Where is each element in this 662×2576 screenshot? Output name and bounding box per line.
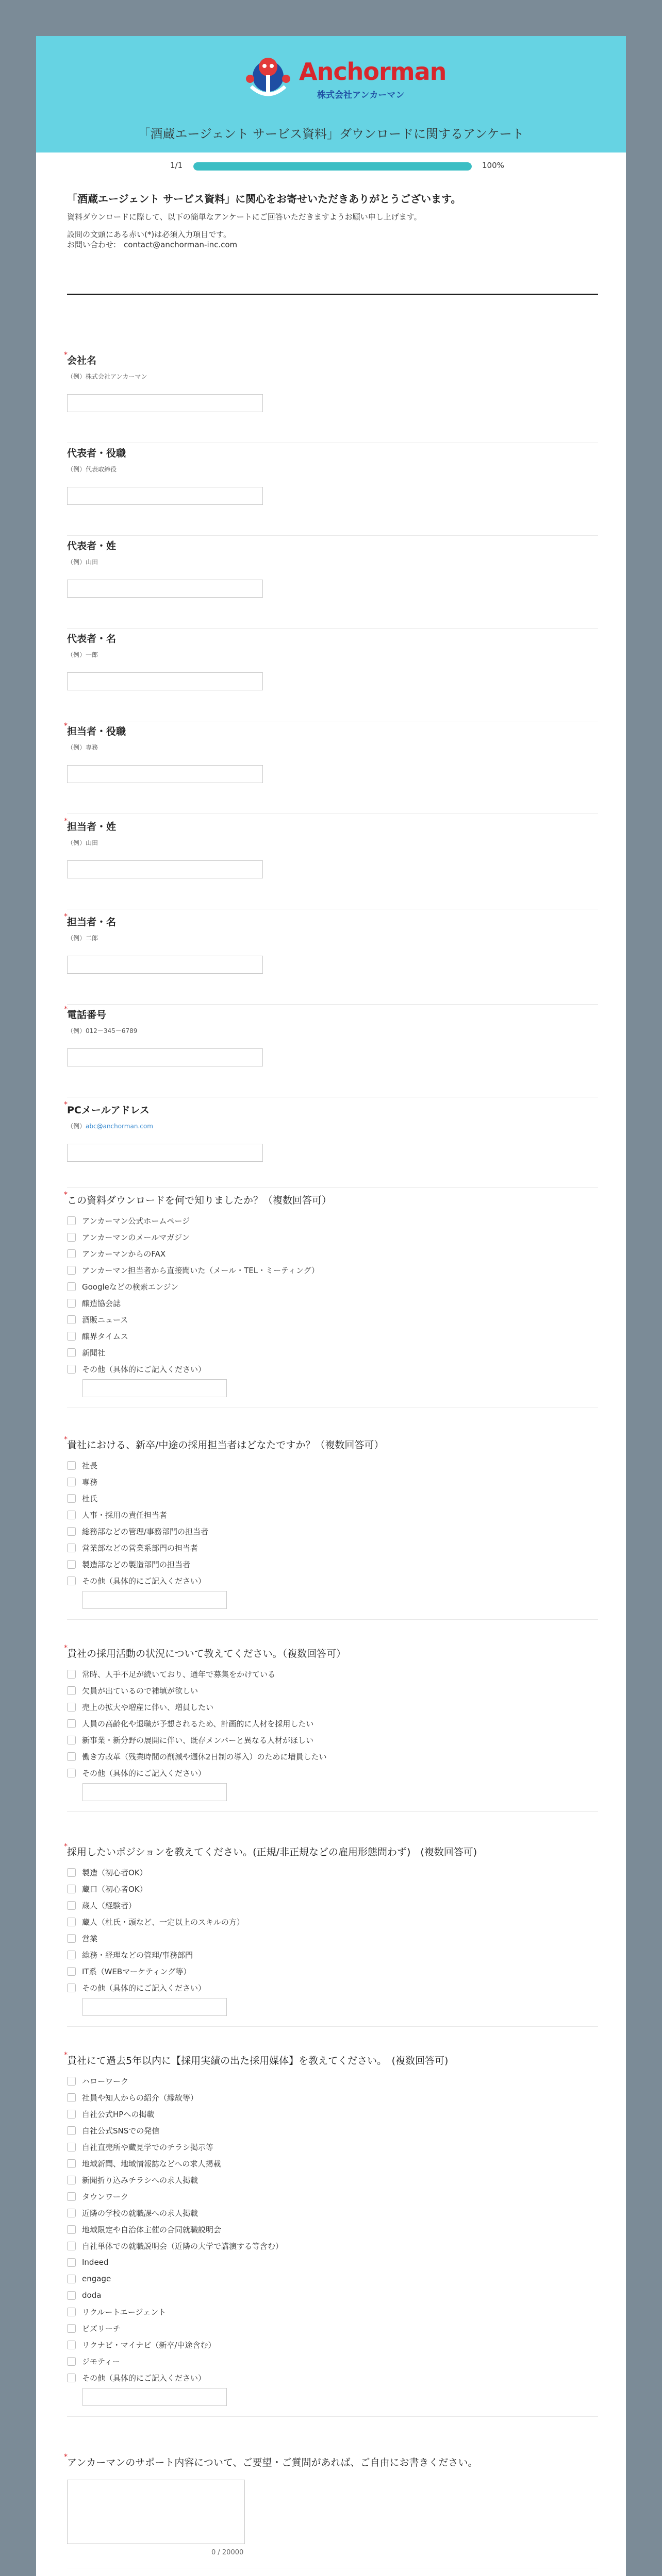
- checkbox[interactable]: [67, 2192, 76, 2201]
- checkbox-option[interactable]: [67, 1765, 327, 1781]
- field-hint: [67, 1026, 598, 1035]
- checkbox[interactable]: [67, 2225, 76, 2234]
- progress-fill: [193, 162, 472, 171]
- option-label: engage: [82, 2274, 111, 2283]
- other-text-input[interactable]: [82, 1591, 227, 1609]
- checkbox[interactable]: [67, 2374, 76, 2382]
- field-hint: [67, 557, 598, 566]
- checkbox[interactable]: [67, 1511, 76, 1519]
- checkbox-question: [64, 1191, 598, 1408]
- checkbox-option[interactable]: [67, 1556, 227, 1572]
- checkbox-option[interactable]: [67, 1572, 227, 1589]
- option-list: [67, 1457, 227, 1609]
- checkbox-option[interactable]: [67, 1295, 319, 1311]
- intro-text: 資料ダウンロードに際して、以下の簡単なアンケートにご回答いただきますようお願い申し上げます。: [67, 212, 422, 222]
- option-label: アンカーマン公式ホームページ: [82, 1216, 190, 1226]
- required-mark: *: [64, 351, 68, 359]
- option-label: 蔵人（経験者）: [82, 1901, 137, 1910]
- field-hint: [67, 838, 598, 847]
- form-field: [64, 722, 598, 814]
- field-label: 代表者・役職: [67, 448, 126, 459]
- progress-step: 1/1: [170, 161, 183, 170]
- field-hint-text: （例）山田: [67, 839, 98, 846]
- checkbox-option[interactable]: [67, 1473, 227, 1490]
- field-hint: [67, 934, 598, 942]
- checkbox-option[interactable]: [67, 1732, 327, 1748]
- checkbox-option[interactable]: [67, 2188, 283, 2205]
- checkbox[interactable]: [67, 1282, 76, 1291]
- checkbox-option[interactable]: [67, 1666, 327, 1682]
- checkbox-option[interactable]: [67, 2139, 283, 2155]
- checkbox-option[interactable]: [67, 2287, 283, 2303]
- field-hint-text: （例）専務: [67, 744, 98, 751]
- form-field: [64, 1005, 598, 1097]
- checkbox-option[interactable]: [67, 2221, 283, 2238]
- checkbox-option[interactable]: [67, 1946, 244, 1963]
- checkbox[interactable]: [67, 2093, 76, 2102]
- checkbox[interactable]: [67, 1918, 76, 1926]
- field-hint-example: abc@anchorman.com: [86, 1123, 153, 1130]
- option-label: その他（具体的にご記入ください）: [82, 1768, 206, 1778]
- field-hint: [67, 1122, 598, 1130]
- checkbox[interactable]: [67, 2176, 76, 2184]
- text-input[interactable]: [67, 1144, 263, 1162]
- question-label: 貴社における、新卒/中途の採用担当者はどなたですか？（複数回答可）: [67, 1439, 384, 1451]
- checkbox[interactable]: [67, 2143, 76, 2151]
- checkbox[interactable]: [67, 2258, 76, 2267]
- checkbox-option[interactable]: [67, 2106, 283, 2122]
- option-label: IT系（WEBマーケティング等）: [82, 1967, 191, 1976]
- progress-indicator: [170, 159, 531, 174]
- checkbox-option[interactable]: [67, 1880, 244, 1897]
- field-hint: [67, 650, 598, 659]
- checkbox-option[interactable]: [67, 1212, 319, 1229]
- option-label: 常時、人手不足が続いており、通年で募集をかけている: [82, 1669, 276, 1679]
- form-field: [67, 538, 598, 629]
- anchorman-logo: [240, 50, 446, 102]
- field-label: PCメールアドレス: [67, 1105, 150, 1116]
- required-mark: *: [64, 722, 68, 730]
- option-label: タウンワーク: [82, 2192, 129, 2201]
- checkbox[interactable]: [67, 1967, 76, 1976]
- text-input[interactable]: [67, 1048, 263, 1066]
- checkbox[interactable]: [67, 1769, 76, 1777]
- option-label: 社員や知人からの紹介（縁故等）: [82, 2093, 198, 2103]
- option-label: その他（具体的にご記入ください）: [82, 2373, 206, 2383]
- option-label: その他（具体的にご記入ください）: [82, 1364, 206, 1374]
- checkbox[interactable]: [67, 1934, 76, 1943]
- checkbox[interactable]: [67, 1719, 76, 1728]
- checkbox-option[interactable]: [67, 1864, 244, 1880]
- option-label: 製造部などの製造部門の担当者: [82, 1560, 191, 1569]
- intro-heading: 「酒蔵エージェント サービス資料」に関心をお寄せいただきありがとうございます。: [67, 193, 461, 205]
- page-title: 「酒蔵エージェント サービス資料」ダウンロードに関するアンケート: [138, 127, 524, 141]
- option-label: 営業部などの営業系部門の担当者: [82, 1543, 198, 1553]
- option-label: その他（具体的にご記入ください）: [82, 1576, 206, 1586]
- anchor-mascot-icon: [240, 50, 296, 102]
- field-label: 電話番号: [67, 1009, 107, 1021]
- required-mark: *: [64, 912, 68, 921]
- option-label: 人事・採用の責任担当者: [82, 1510, 168, 1520]
- field-label: 担当者・名: [67, 917, 117, 928]
- checkbox[interactable]: [67, 1984, 76, 1992]
- option-label: doda: [82, 2291, 102, 2300]
- option-label: アンカーマンのメールマガジン: [82, 1232, 190, 1242]
- option-label: 働き方改革（残業時間の削減や週休2日制の導入）のために増員したい: [82, 1752, 327, 1761]
- checkbox[interactable]: [67, 1544, 76, 1552]
- checkbox-option[interactable]: [67, 1913, 244, 1930]
- option-label: 新事業・新分野の展開に伴い、既存メンバーと異なる人材がほしい: [82, 1735, 313, 1745]
- checkbox-option[interactable]: [67, 1979, 244, 1996]
- logo-text: Anchorman: [299, 58, 446, 86]
- checkbox-option[interactable]: [67, 1490, 227, 1506]
- option-label: 人員の高齢化や退職が予想されるため、計画的に人材を採用したい: [82, 1719, 314, 1728]
- option-label: 自社直売所や蔵見学でのチラシ掲示等: [82, 2142, 214, 2152]
- checkbox[interactable]: [67, 2308, 76, 2316]
- checkbox-option[interactable]: [67, 1344, 319, 1361]
- checkbox[interactable]: [67, 1315, 76, 1324]
- text-input[interactable]: [67, 580, 263, 598]
- checkbox[interactable]: [67, 2077, 76, 2086]
- field-hint-text: （例）: [67, 1123, 86, 1130]
- question-label: 採用したいポジションを教えてください。(正規/非正規などの雇用形態問わず) (複数回答可): [67, 1846, 477, 1858]
- form-field: [64, 817, 598, 909]
- divider: [67, 294, 598, 295]
- checkbox[interactable]: [67, 2357, 76, 2366]
- checkbox-question: [64, 1435, 598, 1620]
- option-label: 欠員が出ているので補填が欲しい: [82, 1686, 198, 1696]
- required-mark: *: [64, 1191, 68, 1199]
- option-list: [67, 2073, 283, 2406]
- checkbox[interactable]: [67, 1901, 76, 1910]
- checkbox-option[interactable]: [67, 2238, 283, 2254]
- field-hint-text: （例）代表取締役: [67, 466, 117, 473]
- checkbox[interactable]: [67, 1703, 76, 1711]
- checkbox[interactable]: [67, 2341, 76, 2349]
- option-list: [67, 1864, 244, 2016]
- field-hint: [67, 465, 598, 473]
- field-label: 担当者・姓: [67, 821, 117, 833]
- option-label: 総務・経理などの管理/事務部門: [82, 1950, 193, 1960]
- checkbox-option[interactable]: [67, 2353, 283, 2369]
- checkbox-option[interactable]: [67, 2254, 283, 2270]
- char-counter: 0 / 20000: [211, 2549, 244, 2556]
- required-mark: *: [64, 2051, 68, 2059]
- checkbox[interactable]: [67, 1249, 76, 1258]
- checkbox-option[interactable]: [67, 2205, 283, 2221]
- checkbox[interactable]: [67, 1478, 76, 1486]
- option-label: 製造（初心者OK）: [82, 1868, 147, 1877]
- option-label: ジモティー: [82, 2357, 120, 2366]
- field-hint-text: （例）012－345－6789: [67, 1027, 138, 1035]
- option-list: [67, 1212, 319, 1397]
- field-label: 代表者・名: [67, 633, 117, 645]
- field-hint-text: （例）山田: [67, 558, 98, 566]
- intro-contact: お問い合わせ: contact@anchorman-inc.com: [67, 240, 238, 249]
- other-text-input[interactable]: [82, 1998, 227, 2016]
- progress-percent: 100%: [482, 161, 504, 170]
- intro: [67, 191, 598, 250]
- checkbox-question: [64, 1842, 598, 2027]
- checkbox[interactable]: [67, 1577, 76, 1585]
- checkbox[interactable]: [67, 1560, 76, 1569]
- option-label: 営業: [82, 1934, 98, 1943]
- form-field: [64, 1100, 598, 1188]
- text-input[interactable]: [67, 394, 263, 412]
- required-mark: *: [64, 1005, 68, 1013]
- checkbox-option[interactable]: [67, 1699, 327, 1715]
- checkbox-option[interactable]: [67, 2336, 283, 2353]
- checkbox[interactable]: [67, 1494, 76, 1503]
- checkbox-option[interactable]: [67, 2122, 283, 2139]
- text-input[interactable]: [67, 860, 263, 878]
- checkbox[interactable]: [67, 2159, 76, 2168]
- field-label: 会社名: [67, 355, 97, 366]
- checkbox-option[interactable]: [67, 1506, 227, 1523]
- checkbox-option[interactable]: [67, 1715, 327, 1732]
- text-input[interactable]: [67, 765, 263, 783]
- checkbox-option[interactable]: [67, 1278, 319, 1295]
- option-label: リクナビ・マイナビ（新卒/中途含む）: [82, 2340, 216, 2350]
- option-label: 蔵口（初心者OK）: [82, 1884, 147, 1894]
- option-label: Indeed: [82, 2258, 109, 2267]
- option-label: リクルートエージェント: [82, 2307, 167, 2317]
- required-mark: *: [64, 2453, 68, 2461]
- survey-card: [36, 36, 626, 2576]
- form-field: [64, 351, 598, 443]
- checkbox[interactable]: [67, 1216, 76, 1225]
- field-hint-text: （例）株式会社アンカーマン: [67, 373, 147, 380]
- textarea-input[interactable]: [67, 2480, 245, 2544]
- checkbox[interactable]: [67, 1885, 76, 1893]
- option-label: 近隣の学校の就職課への求人掲載: [82, 2208, 198, 2218]
- option-label: 醸界タイムス: [82, 1331, 128, 1341]
- logo-subtext: 株式会社アンカーマン: [317, 90, 405, 100]
- option-label: 売上の拡大や増産に伴い、増員したい: [82, 1702, 214, 1712]
- checkbox-option[interactable]: [67, 1328, 319, 1344]
- option-label: その他（具体的にご記入ください）: [82, 1983, 206, 1993]
- checkbox-option[interactable]: [67, 1963, 244, 1979]
- option-label: アンカーマン担当者から直接聞いた（メール・TEL・ミーティング）: [82, 1265, 320, 1275]
- checkbox[interactable]: [67, 2275, 76, 2283]
- checkbox[interactable]: [67, 1365, 76, 1374]
- checkbox-option[interactable]: [67, 1930, 244, 1946]
- checkbox[interactable]: [67, 1752, 76, 1761]
- checkbox[interactable]: [67, 1461, 76, 1470]
- field-label: 代表者・姓: [67, 540, 117, 552]
- checkbox-option[interactable]: [67, 1311, 319, 1328]
- checkbox[interactable]: [67, 1868, 76, 1877]
- option-label: 新聞社: [82, 1348, 106, 1358]
- checkbox[interactable]: [67, 1670, 76, 1679]
- checkbox-question: [64, 2051, 598, 2417]
- checkbox-question: [64, 1644, 598, 1812]
- checkbox-option[interactable]: [67, 1457, 227, 1473]
- other-text-input[interactable]: [82, 2388, 227, 2406]
- checkbox-option[interactable]: [67, 1897, 244, 1913]
- required-mark: *: [64, 1100, 68, 1109]
- option-label: 酒販ニュース: [82, 1315, 128, 1325]
- form-field: [67, 631, 598, 721]
- checkbox[interactable]: [67, 1299, 76, 1308]
- progress-bar: [193, 162, 472, 171]
- field-hint-text: （例）一郎: [67, 651, 98, 658]
- required-mark: *: [64, 817, 68, 825]
- checkbox-option[interactable]: [67, 2270, 283, 2287]
- checkbox[interactable]: [67, 1686, 76, 1695]
- question-label: この資料ダウンロードを何で知りましたか？（複数回答可）: [67, 1195, 332, 1206]
- question-label: 貴社にて過去5年以内に【採用実績の出た採用媒体】を教えてください。 (複数回答可): [67, 2055, 449, 2066]
- option-label: 新聞折り込みチラシへの求人掲載: [82, 2175, 198, 2185]
- textarea-question: [64, 2453, 598, 2568]
- checkbox[interactable]: [67, 1951, 76, 1959]
- checkbox[interactable]: [67, 2242, 76, 2250]
- checkbox-option[interactable]: [67, 2172, 283, 2188]
- required-mark: *: [64, 1644, 68, 1652]
- checkbox[interactable]: [67, 1332, 76, 1341]
- checkbox[interactable]: [67, 1736, 76, 1744]
- checkbox-option[interactable]: [67, 1361, 319, 1377]
- text-input[interactable]: [67, 672, 263, 690]
- option-label: ビズリーチ: [82, 2324, 121, 2333]
- required-mark: *: [64, 1435, 68, 1444]
- checkbox[interactable]: [67, 2209, 76, 2217]
- option-label: 杜氏: [82, 1494, 98, 1503]
- option-label: 自社単体での就職説明会（近隣の大学で講演する等含む）: [82, 2241, 284, 2251]
- field-label: 担当者・役職: [67, 726, 126, 737]
- option-label: アンカーマンからのFAX: [82, 1249, 166, 1259]
- checkbox[interactable]: [67, 1348, 76, 1357]
- option-label: 専務: [82, 1477, 98, 1487]
- checkbox[interactable]: [67, 1527, 76, 1536]
- field-hint-text: （例）二郎: [67, 935, 98, 942]
- checkbox[interactable]: [67, 1233, 76, 1242]
- checkbox-option[interactable]: [67, 1682, 327, 1699]
- checkbox-option[interactable]: [67, 1748, 327, 1765]
- checkbox[interactable]: [67, 1266, 76, 1275]
- option-label: 地域新聞、地域情報誌などへの求人掲載: [82, 2159, 221, 2168]
- field-hint: [67, 743, 598, 752]
- option-label: Googleなどの検索エンジン: [82, 1282, 179, 1292]
- question-label: 貴社の採用活動の状況について教えてください。（複数回答可）: [67, 1648, 346, 1659]
- option-label: 蔵人（杜氏・頭など、一定以上のスキルの方）: [82, 1917, 244, 1927]
- checkbox[interactable]: [67, 2126, 76, 2135]
- option-label: 総務部などの管理/事務部門の担当者: [82, 1527, 209, 1536]
- required-mark: *: [64, 1842, 68, 1851]
- checkbox-option[interactable]: [67, 2089, 283, 2106]
- checkbox-option[interactable]: [67, 1262, 319, 1278]
- form-field: [64, 912, 598, 1005]
- checkbox-option[interactable]: [67, 2073, 283, 2089]
- checkbox-option[interactable]: [67, 2155, 283, 2172]
- option-list: [67, 1666, 327, 1801]
- option-label: ハローワーク: [82, 2076, 129, 2086]
- text-input[interactable]: [67, 956, 263, 974]
- option-label: 社長: [82, 1461, 98, 1470]
- checkbox-option[interactable]: [67, 1539, 227, 1556]
- option-label: 醸造協会誌: [82, 1298, 121, 1308]
- field-hint: [67, 372, 598, 381]
- checkbox-option[interactable]: [67, 1245, 319, 1262]
- checkbox-option[interactable]: [67, 1523, 227, 1539]
- checkbox-option[interactable]: [67, 2369, 283, 2386]
- question-label: アンカーマンのサポート内容について、ご要望・ご質問があれば、ご自由にお書きください。: [67, 2457, 478, 2468]
- checkbox[interactable]: [67, 2291, 76, 2300]
- form-field: [67, 446, 598, 536]
- text-input[interactable]: [67, 487, 263, 505]
- option-label: 自社公式HPへの掲載: [82, 2109, 155, 2119]
- checkbox[interactable]: [67, 2110, 76, 2119]
- other-text-input[interactable]: [82, 1783, 227, 1801]
- checkbox[interactable]: [67, 2324, 76, 2333]
- checkbox-option[interactable]: [67, 2303, 283, 2320]
- option-label: 地域限定や自治体主催の合同就職説明会: [82, 2225, 222, 2234]
- intro-required-note: 設問の文頭にある赤い(*)は必須入力項目です。: [67, 230, 231, 239]
- option-label: 自社公式SNSでの発信: [82, 2126, 160, 2136]
- checkbox-option[interactable]: [67, 1229, 319, 1245]
- other-text-input[interactable]: [82, 1379, 227, 1397]
- checkbox-option[interactable]: [67, 2320, 283, 2336]
- header: [36, 36, 626, 152]
